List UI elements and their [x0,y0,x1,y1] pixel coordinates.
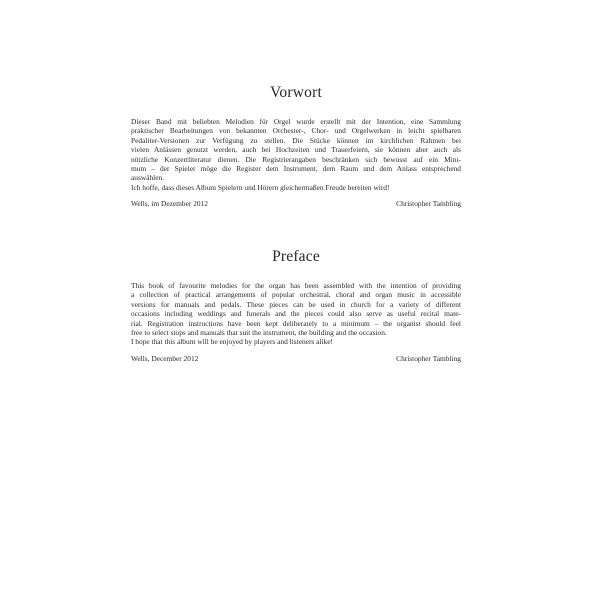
preface-title: Preface [272,248,320,265]
preface-place-date: Wells, December 2012 [131,353,199,363]
vorwort-section [131,84,461,209]
vorwort-title: Vorwort [270,84,322,101]
vorwort-place-date: Wells, im Dezember 2012 [131,199,208,209]
vorwort-line: nützliche Konzertliteratur dienen. Die Registrierangaben beschränken sich bewusst auf ein Mini- [131,154,461,164]
vorwort-line: vielen Anlässen genutzt werden, auch bei Hochzeiten und Trauerfeiern, sie können aber auch als [131,145,461,155]
vorwort-line: mum – der Spieler möge die Register dem Instrument, dem Raum und dem Anlass entsprechend [131,164,461,174]
vorwort-author: Christopher Tambling [396,199,461,209]
vorwort-body [131,117,461,192]
preface-section [131,248,461,363]
preface-author: Christopher Tambling [396,353,461,363]
preface-line: free to select stops and manuals that suit the instrument, the building and the occasion. [131,328,387,338]
vorwort-line: Dieser Band mit beliebten Melodien für Orgel wurde erstellt mit der Intention, eine Sammlung [131,117,461,126]
vorwort-line: auswählen. [131,173,165,183]
vorwort-signature [131,199,461,208]
preface-line: This book of favourite melodies for the organ has been assembled with the intention of providing [131,281,461,290]
preface-line: occasions including weddings and funerals and the pieces could also serve as useful recital mate- [131,309,461,319]
preface-signature [131,354,461,363]
preface-line: rial. Registration instructions have been kept deliberately to a minimum – the organist should feel [131,318,461,328]
preface-line: versions for manuals and pedals. These pieces can be used in church for a variety of different [131,299,461,309]
preface-body [131,281,461,347]
vorwort-closing: Ich hoffe, dass dieses Album Spielern und Hörern gleichermaßen Freude bereiten wird! [131,182,390,192]
vorwort-line: praktischer Bearbeitungen von bekannten Orchester-, Chor- und Orgelwerken in leicht spielbaren [131,126,461,136]
vorwort-line: Pedaliter-Versionen zur Verfügung zu stellen. Die Stücke können im kirchlichen Rahmen bei [131,135,461,145]
preface-closing: I hope that this album will be enjoyed by players and listeners alike! [131,337,333,347]
preface-line: a collection of practical arrangements of popular orchestral, choral and organ music in accessible [131,290,461,300]
